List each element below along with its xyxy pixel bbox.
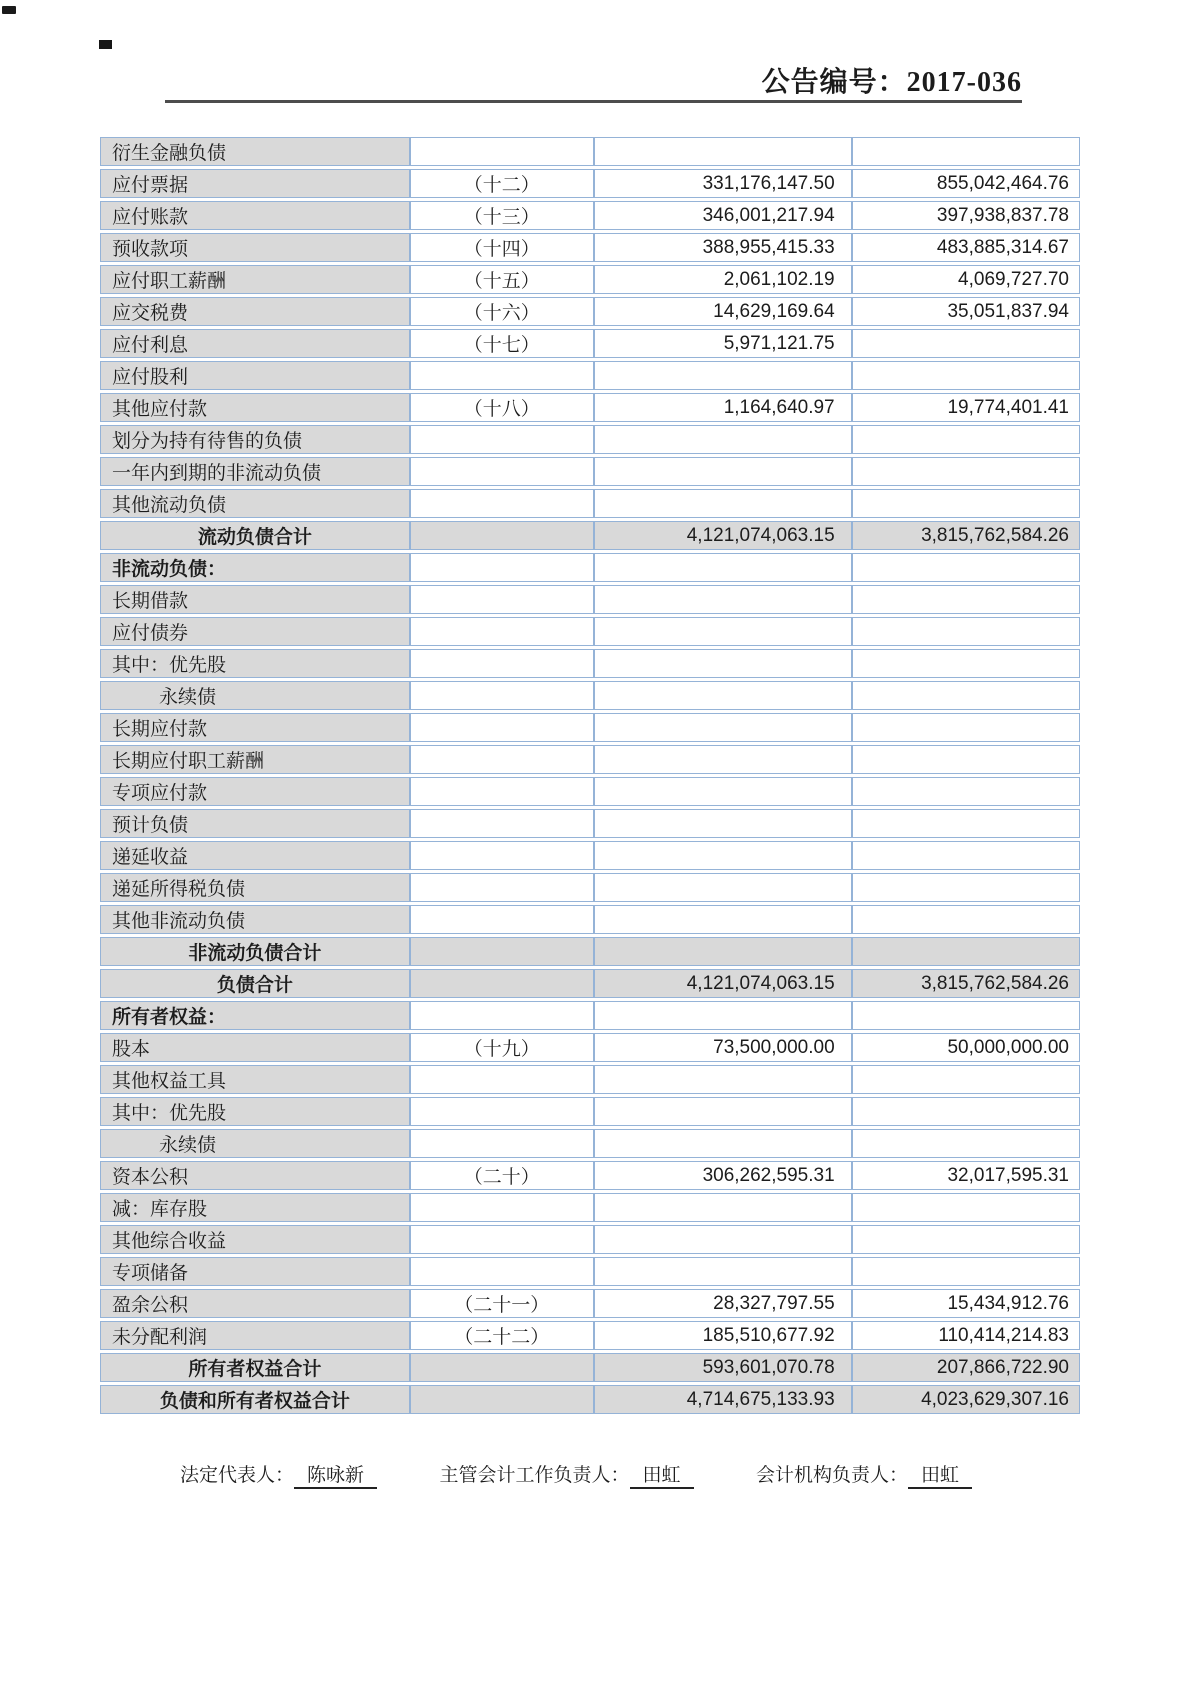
legal-representative	[180, 1460, 377, 1489]
item-label-cell: 所有者权益合计	[100, 1353, 410, 1382]
table-row	[100, 841, 1080, 870]
item-label-cell: 递延所得税负债	[100, 873, 410, 902]
current-amount-cell	[594, 681, 852, 710]
current-amount-cell	[594, 841, 852, 870]
item-label-cell: 永续债	[100, 681, 410, 710]
current-amount-cell	[594, 361, 852, 390]
current-amount-cell	[594, 457, 852, 486]
table-row	[100, 1289, 1080, 1318]
prior-amount-cell: 3,815,762,584.26	[852, 521, 1080, 550]
item-label-cell: 长期应付职工薪酬	[100, 745, 410, 774]
table-row	[100, 457, 1080, 486]
scan-artifact	[2, 6, 16, 14]
item-label-cell: 其他流动负债	[100, 489, 410, 518]
prior-amount-cell	[852, 1193, 1080, 1222]
item-label-cell: 流动负债合计	[100, 521, 410, 550]
current-amount-cell	[594, 1129, 852, 1158]
note-reference-cell: （十四）	[410, 233, 594, 262]
item-label-cell: 应付职工薪酬	[100, 265, 410, 294]
prior-amount-cell	[852, 937, 1080, 966]
table-row	[100, 1129, 1080, 1158]
prior-amount-cell	[852, 713, 1080, 742]
note-reference-cell: （十三）	[410, 201, 594, 230]
prior-amount-cell: 110,414,214.83	[852, 1321, 1080, 1350]
table-row	[100, 681, 1080, 710]
current-amount-cell	[594, 1097, 852, 1126]
note-reference-cell	[410, 1129, 594, 1158]
current-amount-cell	[594, 777, 852, 806]
prior-amount-cell	[852, 873, 1080, 902]
current-amount-cell: 593,601,070.78	[594, 1353, 852, 1382]
table-row	[100, 1193, 1080, 1222]
item-label-cell: 盈余公积	[100, 1289, 410, 1318]
current-amount-cell	[594, 489, 852, 518]
table-row	[100, 1385, 1080, 1414]
prior-amount-cell	[852, 617, 1080, 646]
note-reference-cell	[410, 1001, 594, 1030]
table-row	[100, 329, 1080, 358]
item-label-cell: 永续债	[100, 1129, 410, 1158]
item-label-cell: 预收款项	[100, 233, 410, 262]
note-reference-cell: （十五）	[410, 265, 594, 294]
table-row	[100, 1065, 1080, 1094]
prior-amount-cell	[852, 553, 1080, 582]
current-amount-cell: 73,500,000.00	[594, 1033, 852, 1062]
current-amount-cell: 346,001,217.94	[594, 201, 852, 230]
note-reference-cell	[410, 649, 594, 678]
prior-amount-cell	[852, 745, 1080, 774]
table-row	[100, 1321, 1080, 1350]
current-amount-cell	[594, 1257, 852, 1286]
item-label-cell: 预计负债	[100, 809, 410, 838]
note-reference-cell	[410, 841, 594, 870]
prior-amount-cell	[852, 1065, 1080, 1094]
note-reference-cell: （二十一）	[410, 1289, 594, 1318]
note-reference-cell: （十九）	[410, 1033, 594, 1062]
accounting-organization	[756, 1460, 972, 1489]
current-amount-cell	[594, 1065, 852, 1094]
note-reference-cell	[410, 457, 594, 486]
table-row	[100, 137, 1080, 166]
note-reference-cell	[410, 809, 594, 838]
current-amount-cell	[594, 905, 852, 934]
table-row	[100, 969, 1080, 998]
table-row	[100, 233, 1080, 262]
current-amount-cell	[594, 1001, 852, 1030]
current-amount-cell	[594, 1225, 852, 1254]
prior-amount-cell	[852, 329, 1080, 358]
prior-amount-cell	[852, 1129, 1080, 1158]
current-amount-cell: 5,971,121.75	[594, 329, 852, 358]
table-row	[100, 425, 1080, 454]
table-row	[100, 1161, 1080, 1190]
prior-amount-cell	[852, 1257, 1080, 1286]
prior-amount-cell: 207,866,722.90	[852, 1353, 1080, 1382]
prior-amount-cell	[852, 425, 1080, 454]
prior-amount-cell	[852, 1225, 1080, 1254]
prior-amount-cell	[852, 681, 1080, 710]
current-amount-cell: 14,629,169.64	[594, 297, 852, 326]
note-reference-cell	[410, 905, 594, 934]
note-reference-cell	[410, 1257, 594, 1286]
legal-representative-name: 陈咏新	[294, 1460, 377, 1489]
item-label-cell: 非流动负债：	[100, 553, 410, 582]
current-amount-cell	[594, 553, 852, 582]
item-label-cell: 一年内到期的非流动负债	[100, 457, 410, 486]
table-row	[100, 489, 1080, 518]
chief-accountant	[439, 1460, 693, 1489]
prior-amount-cell	[852, 137, 1080, 166]
item-label-cell: 应付账款	[100, 201, 410, 230]
header-rule	[165, 100, 1022, 103]
current-amount-cell: 4,714,675,133.93	[594, 1385, 852, 1414]
note-reference-cell	[410, 777, 594, 806]
table-row	[100, 521, 1080, 550]
item-label-cell: 减：库存股	[100, 1193, 410, 1222]
prior-amount-cell: 483,885,314.67	[852, 233, 1080, 262]
item-label-cell: 其他非流动负债	[100, 905, 410, 934]
item-label-cell: 资本公积	[100, 1161, 410, 1190]
table-row	[100, 649, 1080, 678]
prior-amount-cell: 4,069,727.70	[852, 265, 1080, 294]
table-row	[100, 297, 1080, 326]
item-label-cell: 应付股利	[100, 361, 410, 390]
prior-amount-cell	[852, 841, 1080, 870]
note-reference-cell: （二十二）	[410, 1321, 594, 1350]
table-row	[100, 169, 1080, 198]
note-reference-cell: （十二）	[410, 169, 594, 198]
item-label-cell: 应付票据	[100, 169, 410, 198]
note-reference-cell	[410, 1193, 594, 1222]
item-label-cell: 其中：优先股	[100, 649, 410, 678]
prior-amount-cell: 35,051,837.94	[852, 297, 1080, 326]
note-reference-cell	[410, 553, 594, 582]
prior-amount-cell	[852, 809, 1080, 838]
note-reference-cell	[410, 617, 594, 646]
chief-accountant-name: 田虹	[630, 1460, 694, 1489]
prior-amount-cell: 855,042,464.76	[852, 169, 1080, 198]
current-amount-cell: 1,164,640.97	[594, 393, 852, 422]
table-row	[100, 937, 1080, 966]
item-label-cell: 负债合计	[100, 969, 410, 998]
current-amount-cell: 306,262,595.31	[594, 1161, 852, 1190]
item-label-cell: 其他综合收益	[100, 1225, 410, 1254]
table-row	[100, 617, 1080, 646]
note-reference-cell	[410, 713, 594, 742]
balance-sheet-table	[100, 134, 1080, 1417]
prior-amount-cell	[852, 905, 1080, 934]
current-amount-cell	[594, 649, 852, 678]
announcement-number: 公告编号：2017-036	[761, 67, 1022, 98]
current-amount-cell	[594, 617, 852, 646]
note-reference-cell	[410, 137, 594, 166]
current-amount-cell: 28,327,797.55	[594, 1289, 852, 1318]
balance-table-body	[100, 137, 1080, 1414]
table-row	[100, 585, 1080, 614]
prior-amount-cell	[852, 777, 1080, 806]
item-label-cell: 未分配利润	[100, 1321, 410, 1350]
item-label-cell: 专项应付款	[100, 777, 410, 806]
table-row	[100, 777, 1080, 806]
item-label-cell: 负债和所有者权益合计	[100, 1385, 410, 1414]
note-reference-cell	[410, 937, 594, 966]
current-amount-cell	[594, 585, 852, 614]
note-reference-cell	[410, 1225, 594, 1254]
table-row	[100, 1225, 1080, 1254]
item-label-cell: 应交税费	[100, 297, 410, 326]
note-reference-cell	[410, 1353, 594, 1382]
prior-amount-cell: 19,774,401.41	[852, 393, 1080, 422]
item-label-cell: 专项储备	[100, 1257, 410, 1286]
current-amount-cell	[594, 1193, 852, 1222]
note-reference-cell	[410, 521, 594, 550]
item-label-cell: 衍生金融负债	[100, 137, 410, 166]
prior-amount-cell: 397,938,837.78	[852, 201, 1080, 230]
scan-artifact-2	[99, 40, 112, 49]
table-row	[100, 1257, 1080, 1286]
current-amount-cell	[594, 425, 852, 454]
item-label-cell: 划分为持有待售的负债	[100, 425, 410, 454]
item-label-cell: 其中：优先股	[100, 1097, 410, 1126]
note-reference-cell	[410, 1097, 594, 1126]
note-reference-cell	[410, 361, 594, 390]
table-row	[100, 201, 1080, 230]
item-label-cell: 长期借款	[100, 585, 410, 614]
note-reference-cell	[410, 425, 594, 454]
item-label-cell: 其他应付款	[100, 393, 410, 422]
accounting-organization-name: 田虹	[908, 1460, 972, 1489]
current-amount-cell	[594, 137, 852, 166]
prior-amount-cell	[852, 1001, 1080, 1030]
item-label-cell: 其他权益工具	[100, 1065, 410, 1094]
prior-amount-cell	[852, 649, 1080, 678]
note-reference-cell	[410, 1385, 594, 1414]
item-label-cell: 股本	[100, 1033, 410, 1062]
note-reference-cell: （十七）	[410, 329, 594, 358]
table-row	[100, 713, 1080, 742]
current-amount-cell: 185,510,677.92	[594, 1321, 852, 1350]
note-reference-cell: （十八）	[410, 393, 594, 422]
chief-accountant-label: 主管会计工作负责人：	[439, 1465, 630, 1486]
table-row	[100, 873, 1080, 902]
table-row	[100, 265, 1080, 294]
table-row	[100, 905, 1080, 934]
prior-amount-cell: 15,434,912.76	[852, 1289, 1080, 1318]
item-label-cell: 所有者权益：	[100, 1001, 410, 1030]
item-label-cell: 非流动负债合计	[100, 937, 410, 966]
accounting-organization-label: 会计机构负责人：	[755, 1465, 908, 1486]
table-row	[100, 1353, 1080, 1382]
current-amount-cell	[594, 809, 852, 838]
current-amount-cell: 4,121,074,063.15	[594, 969, 852, 998]
note-reference-cell	[410, 1065, 594, 1094]
prior-amount-cell: 50,000,000.00	[852, 1033, 1080, 1062]
current-amount-cell	[594, 713, 852, 742]
note-reference-cell: （二十）	[410, 1161, 594, 1190]
prior-amount-cell	[852, 585, 1080, 614]
note-reference-cell	[410, 969, 594, 998]
current-amount-cell: 4,121,074,063.15	[594, 521, 852, 550]
prior-amount-cell	[852, 361, 1080, 390]
table-row	[100, 1001, 1080, 1030]
item-label-cell: 应付利息	[100, 329, 410, 358]
table-row	[100, 1033, 1080, 1062]
signature-row	[180, 1460, 972, 1489]
prior-amount-cell	[852, 457, 1080, 486]
note-reference-cell	[410, 873, 594, 902]
current-amount-cell: 388,955,415.33	[594, 233, 852, 262]
legal-representative-label: 法定代表人：	[180, 1465, 295, 1486]
current-amount-cell: 2,061,102.19	[594, 265, 852, 294]
item-label-cell: 长期应付款	[100, 713, 410, 742]
prior-amount-cell: 3,815,762,584.26	[852, 969, 1080, 998]
prior-amount-cell	[852, 1097, 1080, 1126]
note-reference-cell	[410, 745, 594, 774]
note-reference-cell	[410, 681, 594, 710]
prior-amount-cell	[852, 489, 1080, 518]
item-label-cell: 应付债券	[100, 617, 410, 646]
current-amount-cell	[594, 745, 852, 774]
note-reference-cell	[410, 489, 594, 518]
table-row	[100, 361, 1080, 390]
current-amount-cell	[594, 937, 852, 966]
item-label-cell: 递延收益	[100, 841, 410, 870]
prior-amount-cell: 4,023,629,307.16	[852, 1385, 1080, 1414]
current-amount-cell: 331,176,147.50	[594, 169, 852, 198]
prior-amount-cell: 32,017,595.31	[852, 1161, 1080, 1190]
current-amount-cell	[594, 873, 852, 902]
table-row	[100, 553, 1080, 582]
table-row	[100, 745, 1080, 774]
table-row	[100, 1097, 1080, 1126]
table-row	[100, 393, 1080, 422]
table-row	[100, 809, 1080, 838]
note-reference-cell	[410, 585, 594, 614]
note-reference-cell: （十六）	[410, 297, 594, 326]
